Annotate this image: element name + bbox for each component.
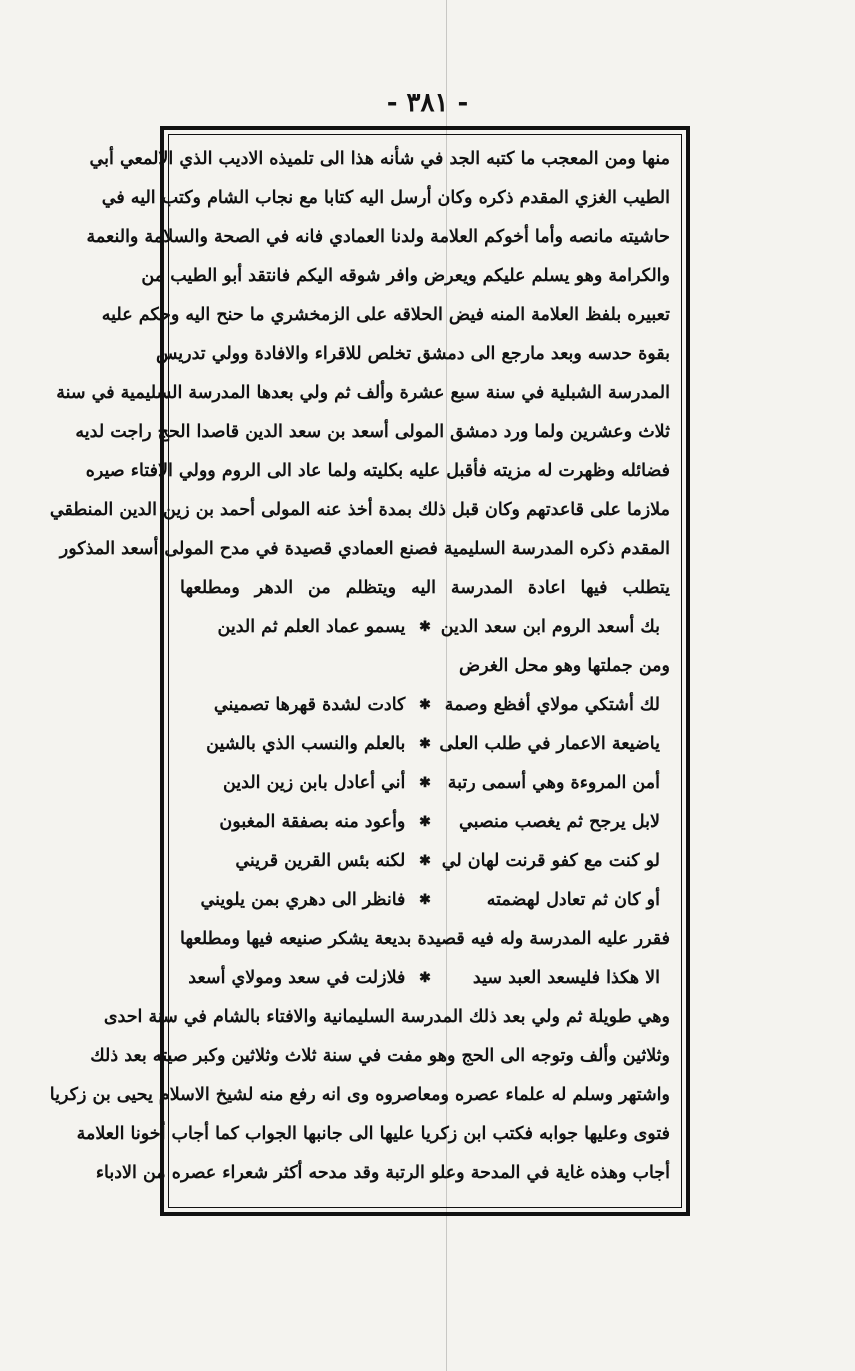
verse-first-hemistich: لابل يرجح ثم يغصب منصبي bbox=[458, 812, 660, 832]
prose-line: وهي طويلة ثم ولي بعد ذلك المدرسة السليمانية والافتاء بالشام في سنة احدى bbox=[103, 1007, 670, 1027]
verse-separator-star-icon: ✱ bbox=[419, 814, 431, 830]
verse-first-hemistich: بك أسعد الروم ابن سعد الدين bbox=[440, 617, 660, 637]
verse-separator-star-icon: ✱ bbox=[419, 970, 431, 986]
prose-line: فضائله وظهرت له مزيته فأقبل عليه بكليته ولما عاد الى الروم وولي الافتاء صيره bbox=[85, 461, 670, 481]
prose-line: حاشيته مانصه وأما أخوكم العلامة ولدنا العمادي فانه في الصحة والسلامة والنعمة bbox=[86, 227, 670, 247]
verse-line bbox=[180, 686, 670, 725]
verse-first-hemistich: لك أشتكي مولاي أفظع وصمة bbox=[444, 695, 660, 715]
verse-first-hemistich: الا هكذا فليسعد العبد سيد bbox=[472, 968, 660, 988]
verse-first-hemistich: أو كان ثم تعادل لهضمته bbox=[486, 890, 660, 910]
prose-line: منها ومن المعجب ما كتبه الجد في شأنه هذا الى تلميذه الاديب الذي الالمعي أبي bbox=[89, 149, 670, 169]
verse-second-hemistich: بالعلم والنسب الذي بالشين bbox=[206, 734, 406, 754]
prose-line: فقرر عليه المدرسة وله فيه قصيدة بديعة يشكر صنيعه فيها ومطلعها bbox=[180, 929, 670, 949]
prose-line: المقدم ذكره المدرسة السليمية فصنع العمادي قصيدة في مدح المولى أسعد المذكور bbox=[59, 539, 670, 559]
prose-line: المدرسة الشبلية في سنة سبع عشرة وألف ثم ولي بعدها المدرسة السليمية في سنة bbox=[56, 383, 670, 403]
verse-first-hemistich: لو كنت مع كفو قرنت لهان لي bbox=[441, 851, 660, 871]
verse-line bbox=[180, 842, 670, 881]
prose-line: بقوة حدسه وبعد مارجع الى دمشق تخلص للاقراء والافادة وولي تدريس bbox=[155, 344, 670, 364]
verse-second-hemistich: وأعود منه بصفقة المغبون bbox=[219, 812, 406, 832]
prose-line: واشتهر وسلم له علماء عصره ومعاصروه وى انه رفع منه لشيخ الاسلام يحيى بن زكريا bbox=[49, 1085, 670, 1105]
prose-line: ملازما على قاعدتهم وكان قبل ذلك بمدة أخذ عنه المولى أحمد بن زين الدين المنطقي bbox=[49, 500, 670, 520]
verse-first-hemistich: أمن المروءة وهي أسمى رتبة bbox=[447, 773, 660, 793]
verse-second-hemistich: لكنه بئس القرين قريني bbox=[235, 851, 406, 871]
prose-line: تعبيره بلفظ العلامة المنه فيض الحلاقه على الزمخشري ما حنح اليه وحكم عليه bbox=[101, 305, 670, 325]
verse-line bbox=[180, 608, 670, 647]
verse-second-hemistich: كادت لشدة قهرها تصميني bbox=[213, 695, 406, 715]
verse-line bbox=[180, 803, 670, 842]
text-block bbox=[49, 140, 670, 1200]
verse-second-hemistich: فلازلت في سعد ومولاي أسعد bbox=[188, 968, 406, 988]
prose-line: ثلاث وعشرين ولما ورد دمشق المولى أسعد بن سعد الدين قاصدا الحج راجت لديه bbox=[75, 422, 670, 442]
prose-line: أجاب وهذه غاية في المدحة وعلو الرتبة وقد مدحه أكثر شعراء عصره من الادباء bbox=[95, 1163, 670, 1183]
verse-second-hemistich: يسمو عماد العلم ثم الدين bbox=[217, 617, 406, 637]
page-number: - ٣٨١ - bbox=[386, 88, 469, 118]
section-line: ومن جملتها وهو محل الغرض bbox=[458, 656, 670, 676]
verse-line bbox=[180, 881, 670, 920]
verse-separator-star-icon: ✱ bbox=[419, 853, 431, 869]
verse-separator-star-icon: ✱ bbox=[419, 736, 431, 752]
prose-line: وثلاثين وألف وتوجه الى الحج وهو مفت في سنة ثلاث وثلاثين وكبر صيته بعد ذلك bbox=[90, 1046, 670, 1066]
verse-separator-star-icon: ✱ bbox=[419, 775, 431, 791]
verse-separator-star-icon: ✱ bbox=[419, 892, 431, 908]
verse-second-hemistich: فانظر الى دهري بمن يلويني bbox=[200, 890, 406, 910]
verse-line bbox=[180, 764, 670, 803]
prose-line: والكرامة وهو يسلم عليكم ويعرض وافر شوقه اليكم فانتقد أبو الطيب من bbox=[141, 266, 670, 286]
verse-separator-star-icon: ✱ bbox=[419, 697, 431, 713]
prose-line: فتوى وعليها جوابه فكتب ابن زكريا عليها الى جانبها الجواب كما أجاب أخونا العلامة bbox=[76, 1124, 670, 1144]
prose-line: يتطلب فيها اعادة المدرسة اليه ويتظلم من الدهر ومطلعها bbox=[180, 578, 670, 598]
verse-second-hemistich: أني أعادل بابن زين الدين bbox=[222, 773, 406, 793]
verse-separator-star-icon: ✱ bbox=[419, 619, 431, 635]
verse-line bbox=[180, 959, 670, 998]
verse-first-hemistich: ياضيعة الاعمار في طلب العلى bbox=[439, 734, 660, 754]
verse-line bbox=[180, 725, 670, 764]
prose-line: الطيب الغزي المقدم ذكره وكان أرسل اليه كتابا مع نجاب الشام وكتب اليه في bbox=[101, 188, 670, 208]
